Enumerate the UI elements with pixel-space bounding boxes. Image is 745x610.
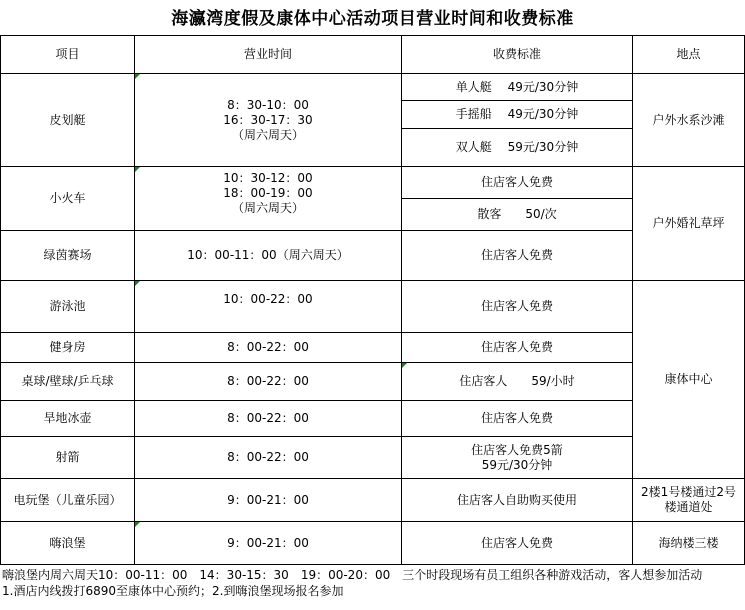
fee-archery — [402, 437, 633, 479]
header-hours: 营业时间 — [135, 36, 402, 74]
page-title: 海瀛湾度假及康体中心活动项目营业时间和收费标准 — [171, 9, 574, 29]
item-gym: 健身房 — [1, 333, 135, 363]
location-lawn: 户外婚礼草坪 — [633, 167, 745, 281]
fee-arcade: 住店客人自助购买使用 — [402, 479, 633, 522]
hours-line: 10：00-22：00 — [223, 292, 313, 306]
fee-billiards: 住店客人 59/小时 — [402, 363, 633, 401]
item-billiards: 桌球/壁球/乒乓球 — [1, 363, 135, 401]
location-line: 楼通道处 — [664, 500, 713, 514]
table-row — [1, 74, 745, 101]
fee-train-guest: 住店客人免费 — [402, 167, 633, 199]
item-wave: 嗨浪堡 — [1, 522, 135, 565]
hours-train — [135, 167, 402, 231]
header-fee: 收费标准 — [402, 36, 633, 74]
item-green: 绿茵赛场 — [1, 231, 135, 281]
footer-note — [2, 567, 702, 599]
item-train: 小火车 — [1, 167, 135, 231]
header-location: 地点 — [633, 36, 745, 74]
table-row — [1, 281, 745, 333]
fee-kayak-hand: 手摇船 49元/30分钟 — [402, 101, 633, 129]
fee-pool: 住店客人免费 — [402, 281, 633, 333]
hours-line: （周六周天） — [231, 127, 304, 142]
hours-gym: 8：00-22：00 — [135, 333, 402, 363]
hours-pool — [135, 281, 402, 333]
location-line: 2楼1号楼通过2号 — [641, 485, 736, 499]
fee-curling: 住店客人免费 — [402, 401, 633, 437]
item-curling: 旱地冰壶 — [1, 401, 135, 437]
fee-train-visitor: 散客 50/次 — [402, 199, 633, 231]
fee-kayak-single: 单人艇 49元/30分钟 — [402, 74, 633, 101]
hours-arcade: 9：00-21：00 — [135, 479, 402, 522]
location-arcade — [633, 479, 745, 522]
location-wave: 海纳楼三楼 — [633, 522, 745, 565]
item-kayak: 皮划艇 — [1, 74, 135, 167]
header-row — [1, 36, 745, 74]
hours-line: （周六周天） — [231, 201, 304, 215]
hours-line: 8：30-10：00 — [227, 97, 309, 112]
hours-green: 10：00-11：00（周六周天） — [135, 231, 402, 281]
fee-line: 住店客人免费5箭 — [471, 442, 563, 457]
table-row — [1, 522, 745, 565]
hours-wave: 9：00-21：00 — [135, 522, 402, 565]
fee-green: 住店客人免费 — [402, 231, 633, 281]
fee-gym: 住店客人免费 — [402, 333, 633, 363]
hours-curling: 8：00-22：00 — [135, 401, 402, 437]
hours-billiards: 8：00-22：00 — [135, 363, 402, 401]
hours-kayak — [135, 74, 402, 167]
fee-wave: 住店客人免费 — [402, 522, 633, 565]
item-arcade: 电玩堡（儿童乐园） — [1, 479, 135, 522]
hours-line: 10：30-12：00 — [223, 171, 313, 185]
hours-line: 16：30-17：30 — [223, 112, 313, 127]
location-center: 康体中心 — [633, 281, 745, 479]
location-beach: 户外水系沙滩 — [633, 74, 745, 167]
fee-line: 59元/30分钟 — [481, 457, 553, 472]
item-archery: 射箭 — [1, 437, 135, 479]
footer-line-1: 嗨浪堡内周六周天10：00-11：00 14：30-15：30 19：00-20：00 三个时段现场有员工组织各种游戏活动，客人想参加活动 — [2, 568, 703, 582]
schedule-table — [0, 35, 745, 565]
item-pool: 游泳池 — [1, 281, 135, 333]
fee-kayak-double: 双人艇 59元/30分钟 — [402, 129, 633, 167]
table-row — [1, 167, 745, 199]
hours-archery: 8：00-22：00 — [135, 437, 402, 479]
header-item: 项目 — [1, 36, 135, 74]
hours-line: 18：00-19：00 — [223, 186, 313, 200]
footer-line-2: 1.酒店内线拨打6890至康体中心预约；2.到嗨浪堡现场报名参加 — [2, 584, 344, 598]
table-row — [1, 479, 745, 522]
